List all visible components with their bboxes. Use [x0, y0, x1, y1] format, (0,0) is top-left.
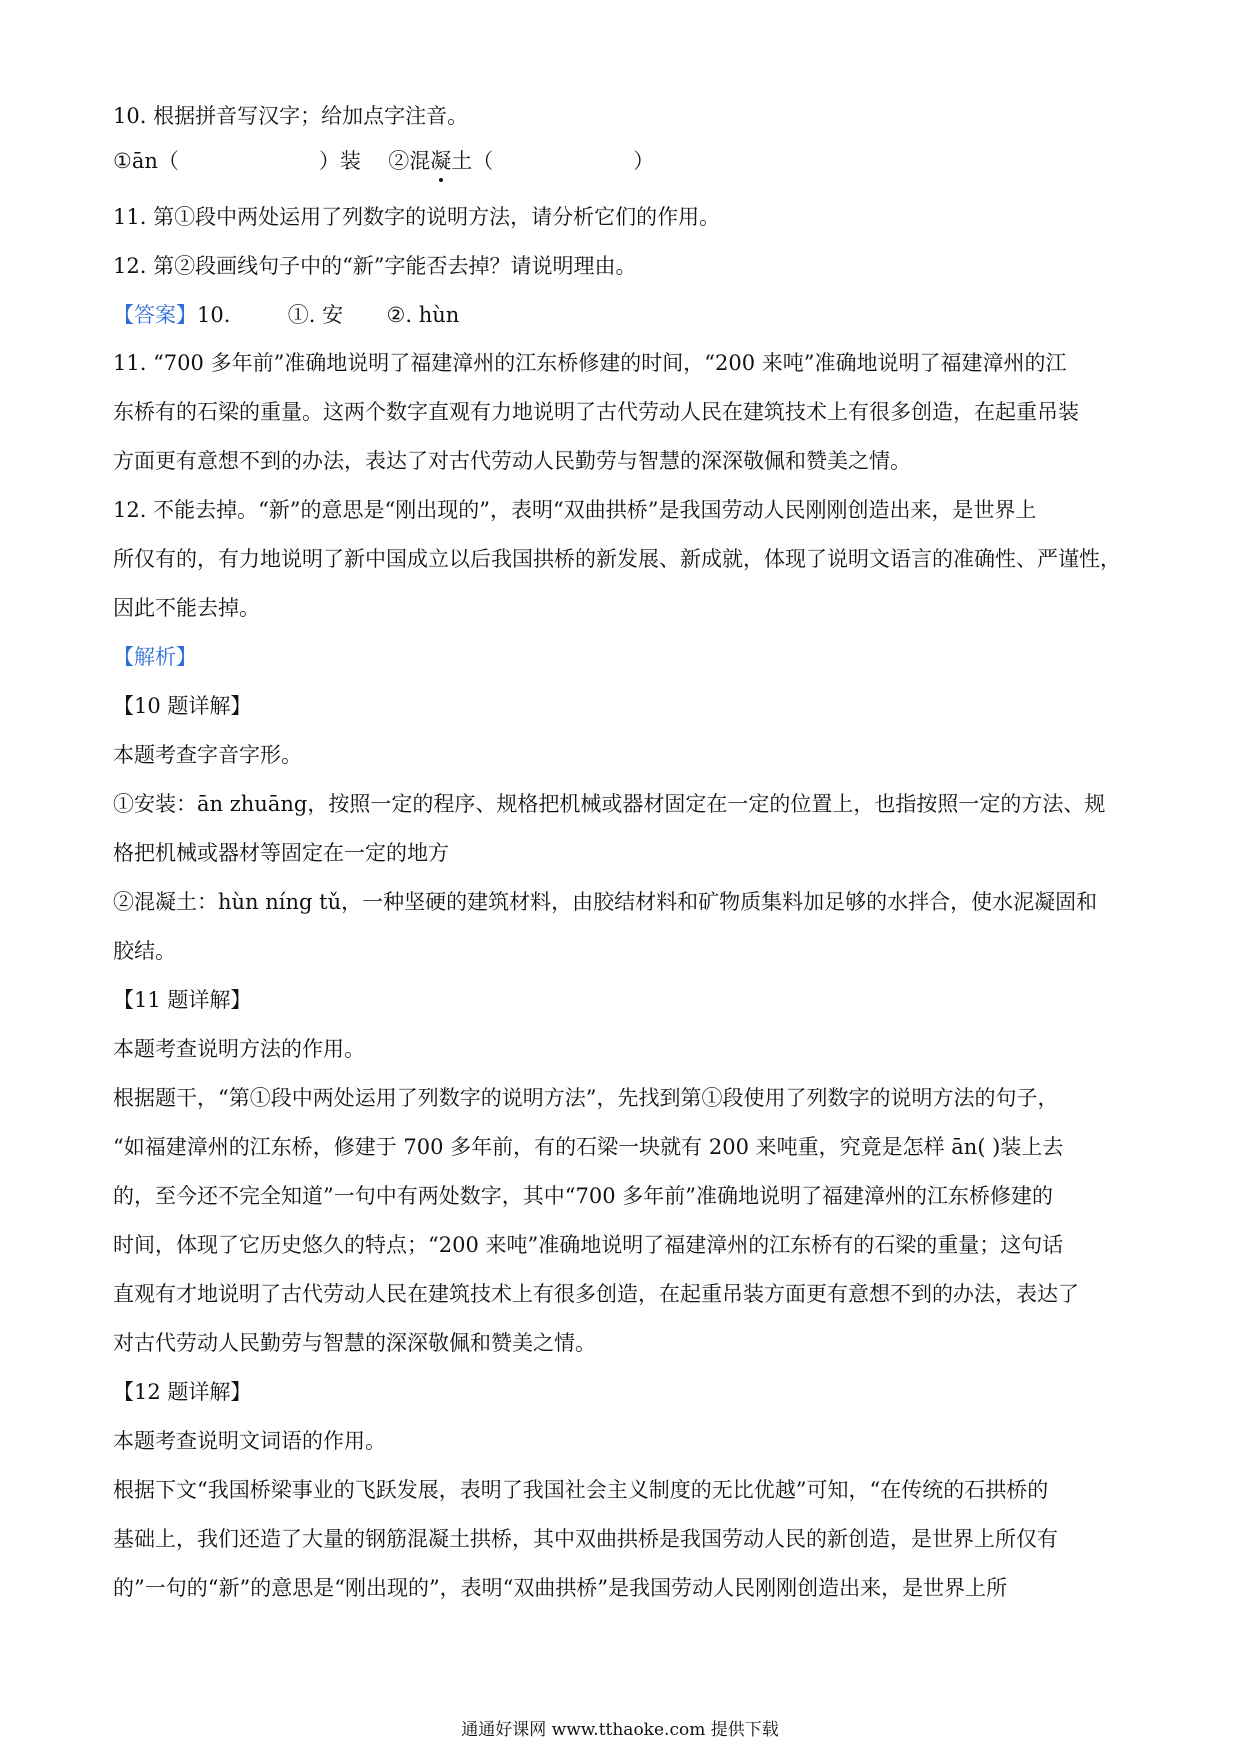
detail-11-title: 【11 题详解】	[113, 988, 252, 1012]
q12-prompt: 12. 第②段画线句子中的“新”字能否去掉？请说明理由。	[113, 254, 637, 278]
answer-header	[113, 300, 1130, 330]
page-footer: 通通好课网 www.tthaoke.com 提供下载	[461, 1720, 779, 1740]
detail-11-line: 时间，体现了它历史悠久的特点；“200 来吨”准确地说明了福建漳州的江东桥有的石梁的重量；这句话	[113, 1233, 1064, 1257]
detail-10-line: ②混凝土：hùn níng tǔ，一种坚硬的建筑材料，由胶结材料和矿物质集料加足够的水拌合，使水泥凝固和	[113, 890, 1098, 914]
answer-12-line: 所仅有的，有力地说明了新中国成立以后我国拱桥的新发展、新成就，体现了说明文语言的准确性、严谨性，	[113, 547, 1121, 571]
detail-11-line: 直观有才地说明了古代劳动人民在建筑技术上有很多创造，在起重吊装方面更有意想不到的办法，表达了	[113, 1282, 1079, 1306]
q10-item2-prefix: ②混	[388, 149, 431, 173]
detail-12-title: 【12 题详解】	[113, 1380, 252, 1404]
answer-11-line: 方面更有意想不到的办法，表达了对古代劳动人民勤劳与智慧的深深敬佩和赞美之情。	[113, 449, 911, 473]
q10-item2-suffix: ）	[633, 149, 655, 173]
analysis-label: 【解析】	[113, 645, 197, 669]
detail-12-line: 根据下文“我国桥梁事业的飞跃发展，表明了我国社会主义制度的无比优越”可知，“在传统的石拱桥的	[113, 1478, 1049, 1502]
detail-11-line: 的，至今还不完全知道”一句中有两处数字，其中“700 多年前”准确地说明了福建漳州的江东桥修建的	[113, 1184, 1053, 1208]
detail-10-line: 本题考查字音字形。	[113, 743, 302, 767]
detail-10-line: 胶结。	[113, 939, 176, 963]
q10-item2-dotted-char: 凝	[430, 146, 451, 176]
q10-item1-prefix: ①ān（	[113, 149, 179, 173]
detail-10-title: 【10 题详解】	[113, 694, 252, 718]
detail-10-line: 格把机械或器材等固定在一定的地方	[113, 841, 449, 865]
detail-12-line: 的”一句的“新”的意思是“刚出现的”，表明“双曲拱桥”是我国劳动人民刚刚创造出来，是世界上所	[113, 1576, 1008, 1600]
answer-12-line: 12. 不能去掉。“新”的意思是“刚出现的”，表明“双曲拱桥”是我国劳动人民刚刚创造出来，是世界上	[113, 498, 1037, 522]
answer-q10-a2: ②. hùn	[386, 303, 460, 327]
detail-11-line: 根据题干，“第①段中两处运用了列数字的说明方法”，先找到第①段使用了列数字的说明方法的句子，	[113, 1086, 1059, 1110]
detail-10-line: ①安装：ān zhuāng，按照一定的程序、规格把机械或器材固定在一定的位置上，也指按照一定的方法、规	[113, 792, 1106, 816]
detail-12-line: 本题考查说明文词语的作用。	[113, 1429, 386, 1453]
answer-11-line: 东桥有的石梁的重量。这两个数字直观有力地说明了古代劳动人民在建筑技术上有很多创造，在起重吊装	[113, 400, 1079, 424]
answer-q10-number: 10.	[197, 303, 231, 327]
answer-11-line: 11. “700 多年前”准确地说明了福建漳州的江东桥修建的时间，“200 来吨”准确地说明了福建漳州的江	[113, 351, 1067, 375]
detail-11-line: 对古代劳动人民勤劳与智慧的深深敬佩和赞美之情。	[113, 1331, 596, 1355]
answer-label: 【答案】	[113, 303, 197, 327]
q10-item1-suffix: ）装	[318, 149, 361, 173]
q10-items	[113, 146, 1130, 176]
answer-12-line: 因此不能去掉。	[113, 596, 260, 620]
q10-prompt: 10. 根据拼音写汉字；给加点字注音。	[113, 104, 469, 128]
q10-item2-after: 土（	[451, 149, 494, 173]
q11-prompt: 11. 第①段中两处运用了列数字的说明方法，请分析它们的作用。	[113, 205, 721, 229]
answer-q10-a1: ①. 安	[287, 303, 344, 327]
detail-11-line: 本题考查说明方法的作用。	[113, 1037, 365, 1061]
detail-11-line: “如福建漳州的江东桥，修建于 700 多年前，有的石梁一块就有 200 来吨重，究竟是怎样 ān( )装上去	[113, 1135, 1064, 1159]
detail-12-line: 基础上，我们还造了大量的钢筋混凝土拱桥，其中双曲拱桥是我国劳动人民的新创造，是世界上所仅有	[113, 1527, 1058, 1551]
